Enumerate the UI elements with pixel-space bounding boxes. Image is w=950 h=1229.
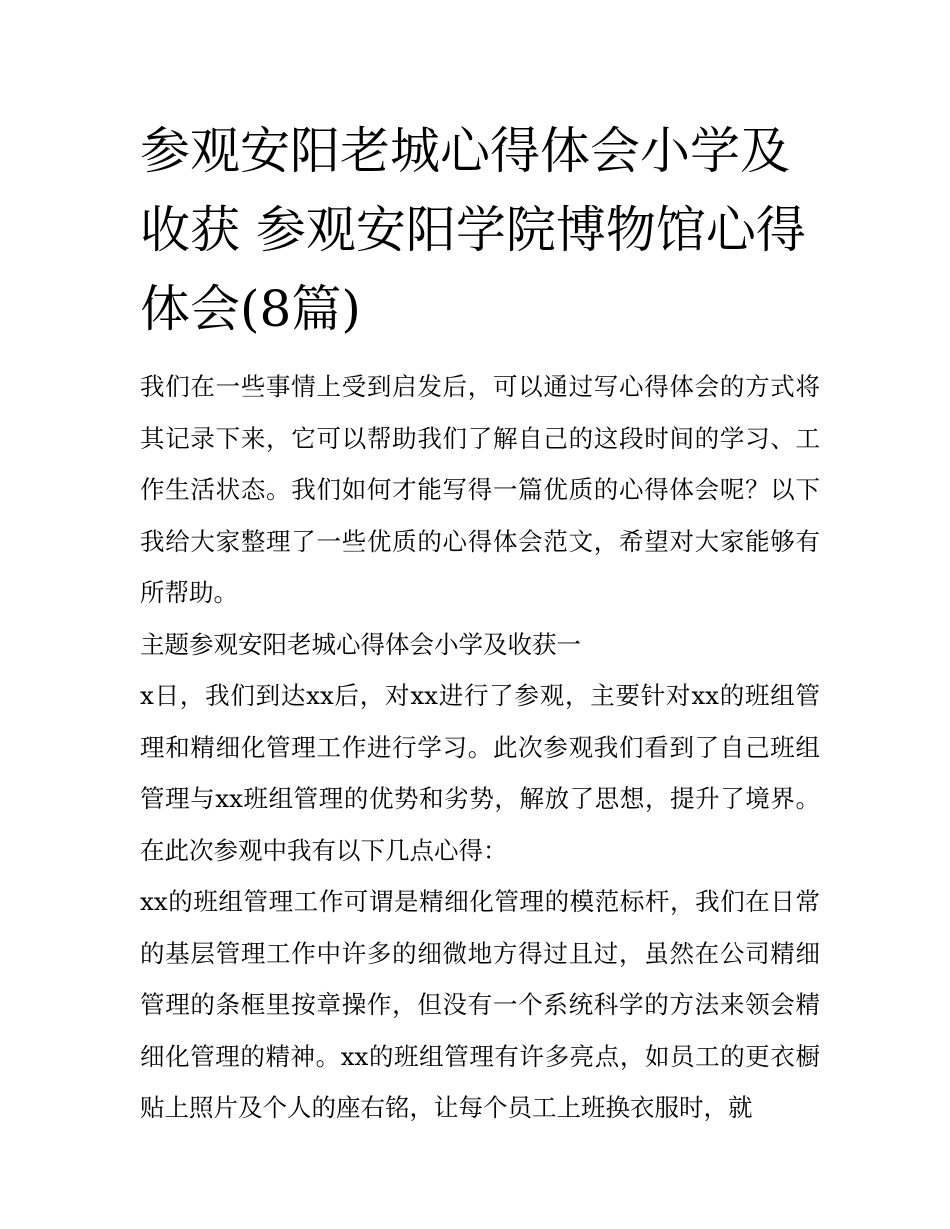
intro-paragraph: 我们在一些事情上受到启发后，可以通过写心得体会的方式将其记录下来，它可以帮助我们了解自己的这段时间的学习、工作生活状态。我们如何才能写得一篇优质的心得体会呢？以下我给大家整理了一些优质的心得体会范文，希望对大家能够有所帮助。: [140, 372, 820, 607]
document-body: [140, 112, 820, 1134]
body-paragraph: xx的班组管理工作可谓是精细化管理的模范标杆，我们在日常的基层管理工作中许多的细微地方得过且过，虽然在公司精细管理的条框里按章操作，但没有一个系统科学的方法来领会精细化管理的精神。xx的班组管理有许多亮点，如员工的更衣橱贴上照片及个人的座右铭，让每个员工上班换衣服时，就: [140, 887, 820, 1122]
body-paragraph: x日，我们到达xx后，对xx进行了参观，主要针对xx的班组管理和精细化管理工作进行学习。此次参观我们看到了自己班组管理与xx班组管理的优势和劣势，解放了思想，提升了境界。在此次参观中我有以下几点心得：: [140, 681, 820, 865]
section-heading: 主题参观安阳老城心得体会小学及收获一: [140, 629, 581, 659]
document-title: 参观安阳老城心得体会小学及收获 参观安阳学院博物馆心得体会(8篇): [140, 122, 806, 338]
